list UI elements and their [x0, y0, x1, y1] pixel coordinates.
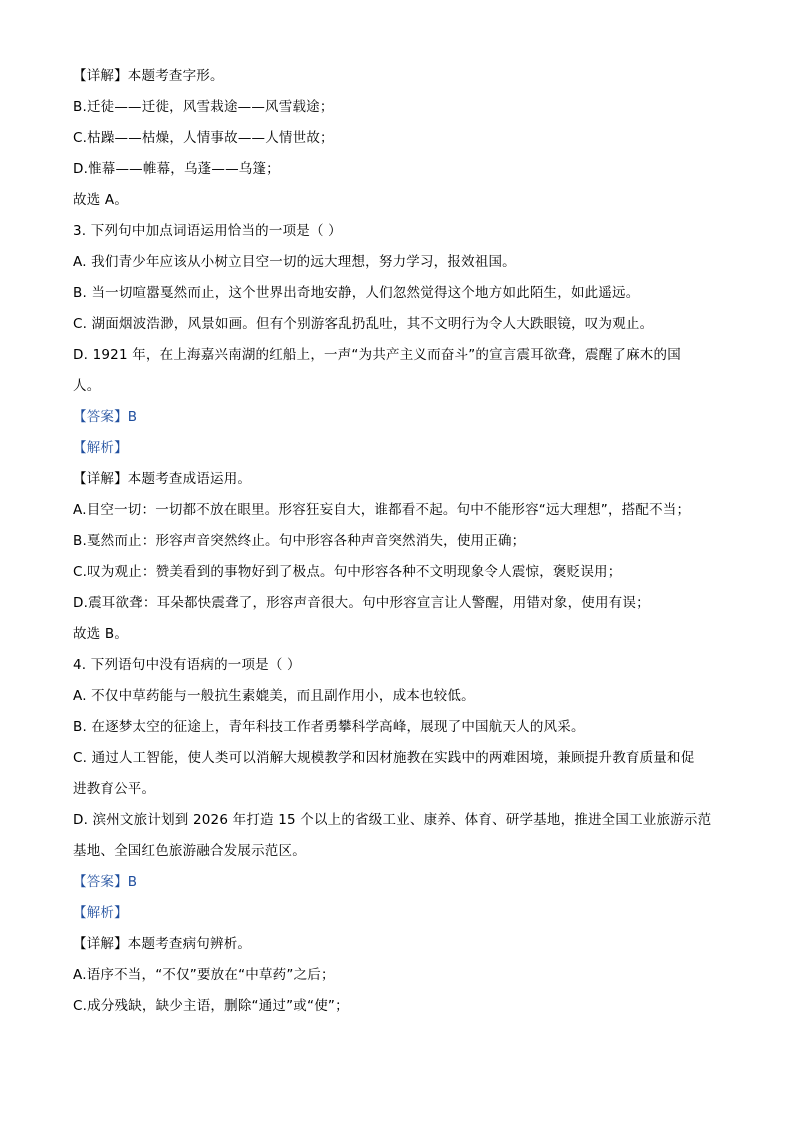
- question-4-option-c-continued: 进教育公平。: [73, 781, 156, 797]
- explanation-option-d: D.惟幕——帷幕，乌蓬——乌篷；: [73, 161, 280, 177]
- analysis-label-q3: 【解析】: [73, 440, 128, 456]
- analysis-label-q4: 【解析】: [73, 905, 128, 921]
- answer-label-q4: 【答案】B: [73, 874, 138, 890]
- question-4-stem: 4. 下列语句中没有语病的一项是（ ）: [73, 657, 301, 673]
- analysis-q3-d: D.震耳欲聋：耳朵都快震聋了，形容声音很大。句中形容宣言让人警醒，用错对象，使用有误；: [73, 595, 650, 611]
- detail-heading-q4: 【详解】本题考查病句辨析。: [73, 936, 252, 952]
- question-4-option-b: B. 在逐梦太空的征途上，青年科技工作者勇攀科学高峰，展现了中国航天人的风采。: [73, 719, 585, 735]
- question-3-option-d-continued: 人。: [73, 378, 101, 394]
- analysis-q4-c: C.成分残缺，缺少主语，删除“通过”或“使”；: [73, 998, 349, 1014]
- question-4-option-d: D. 滨州文旅计划到 2026 年打造 15 个以上的省级工业、康养、体育、研学基地，推进全国工业旅游示范: [73, 812, 712, 828]
- analysis-q3-b: B.戛然而止：形容声音突然终止。句中形容各种声音突然消失，使用正确；: [73, 533, 526, 549]
- conclusion-q2: 故选 A。: [73, 192, 129, 208]
- answer-label-q3: 【答案】B: [73, 409, 138, 425]
- explanation-option-b: B.迁徒——迁徙，风雪栽途——风雪载途；: [73, 99, 334, 115]
- conclusion-q3: 故选 B。: [73, 626, 129, 642]
- question-3-option-a: A. 我们青少年应该从小树立目空一切的远大理想，努力学习，报效祖国。: [73, 254, 516, 270]
- question-3-option-d: D. 1921 年，在上海嘉兴南湖的红船上，一声“为共产主义而奋斗”的宣言震耳欲聋，震醒了麻木的国: [73, 347, 681, 363]
- question-4-option-a: A. 不仅中草药能与一般抗生素媲美，而且副作用小，成本也较低。: [73, 688, 475, 704]
- detail-heading-q3: 【详解】本题考查成语运用。: [73, 471, 252, 487]
- explanation-option-c: C.枯躁——枯燥，人情事故——人情世故；: [73, 130, 334, 146]
- question-3-option-c: C. 湖面烟波浩渺，风景如画。但有个别游客乱扔乱吐，其不文明行为令人大跌眼镜，叹为观止。: [73, 316, 654, 332]
- analysis-q4-a: A.语序不当，“不仅”要放在“中草药”之后；: [73, 967, 335, 983]
- question-4-option-c: C. 通过人工智能，使人类可以消解大规模教学和因材施教在实践中的两难困境，兼顾提升教育质量和促: [73, 750, 695, 766]
- detail-heading-q2: 【详解】本题考查字形。: [73, 68, 224, 84]
- question-3-stem: 3. 下列句中加点词语运用恰当的一项是（ ）: [73, 223, 342, 239]
- question-3-option-b: B. 当一切喧嚣戛然而止，这个世界出奇地安静，人们忽然觉得这个地方如此陌生，如此遥远。: [73, 285, 640, 301]
- question-4-option-d-continued: 基地、全国红色旅游融合发展示范区。: [73, 843, 306, 859]
- analysis-q3-c: C.叹为观止：赞美看到的事物好到了极点。句中形容各种不文明现象令人震惊，褒贬误用；: [73, 564, 622, 580]
- analysis-q3-a: A.目空一切：一切都不放在眼里。形容狂妄自大，谁都看不起。句中不能形容“远大理想”，搭配不当；: [73, 502, 691, 518]
